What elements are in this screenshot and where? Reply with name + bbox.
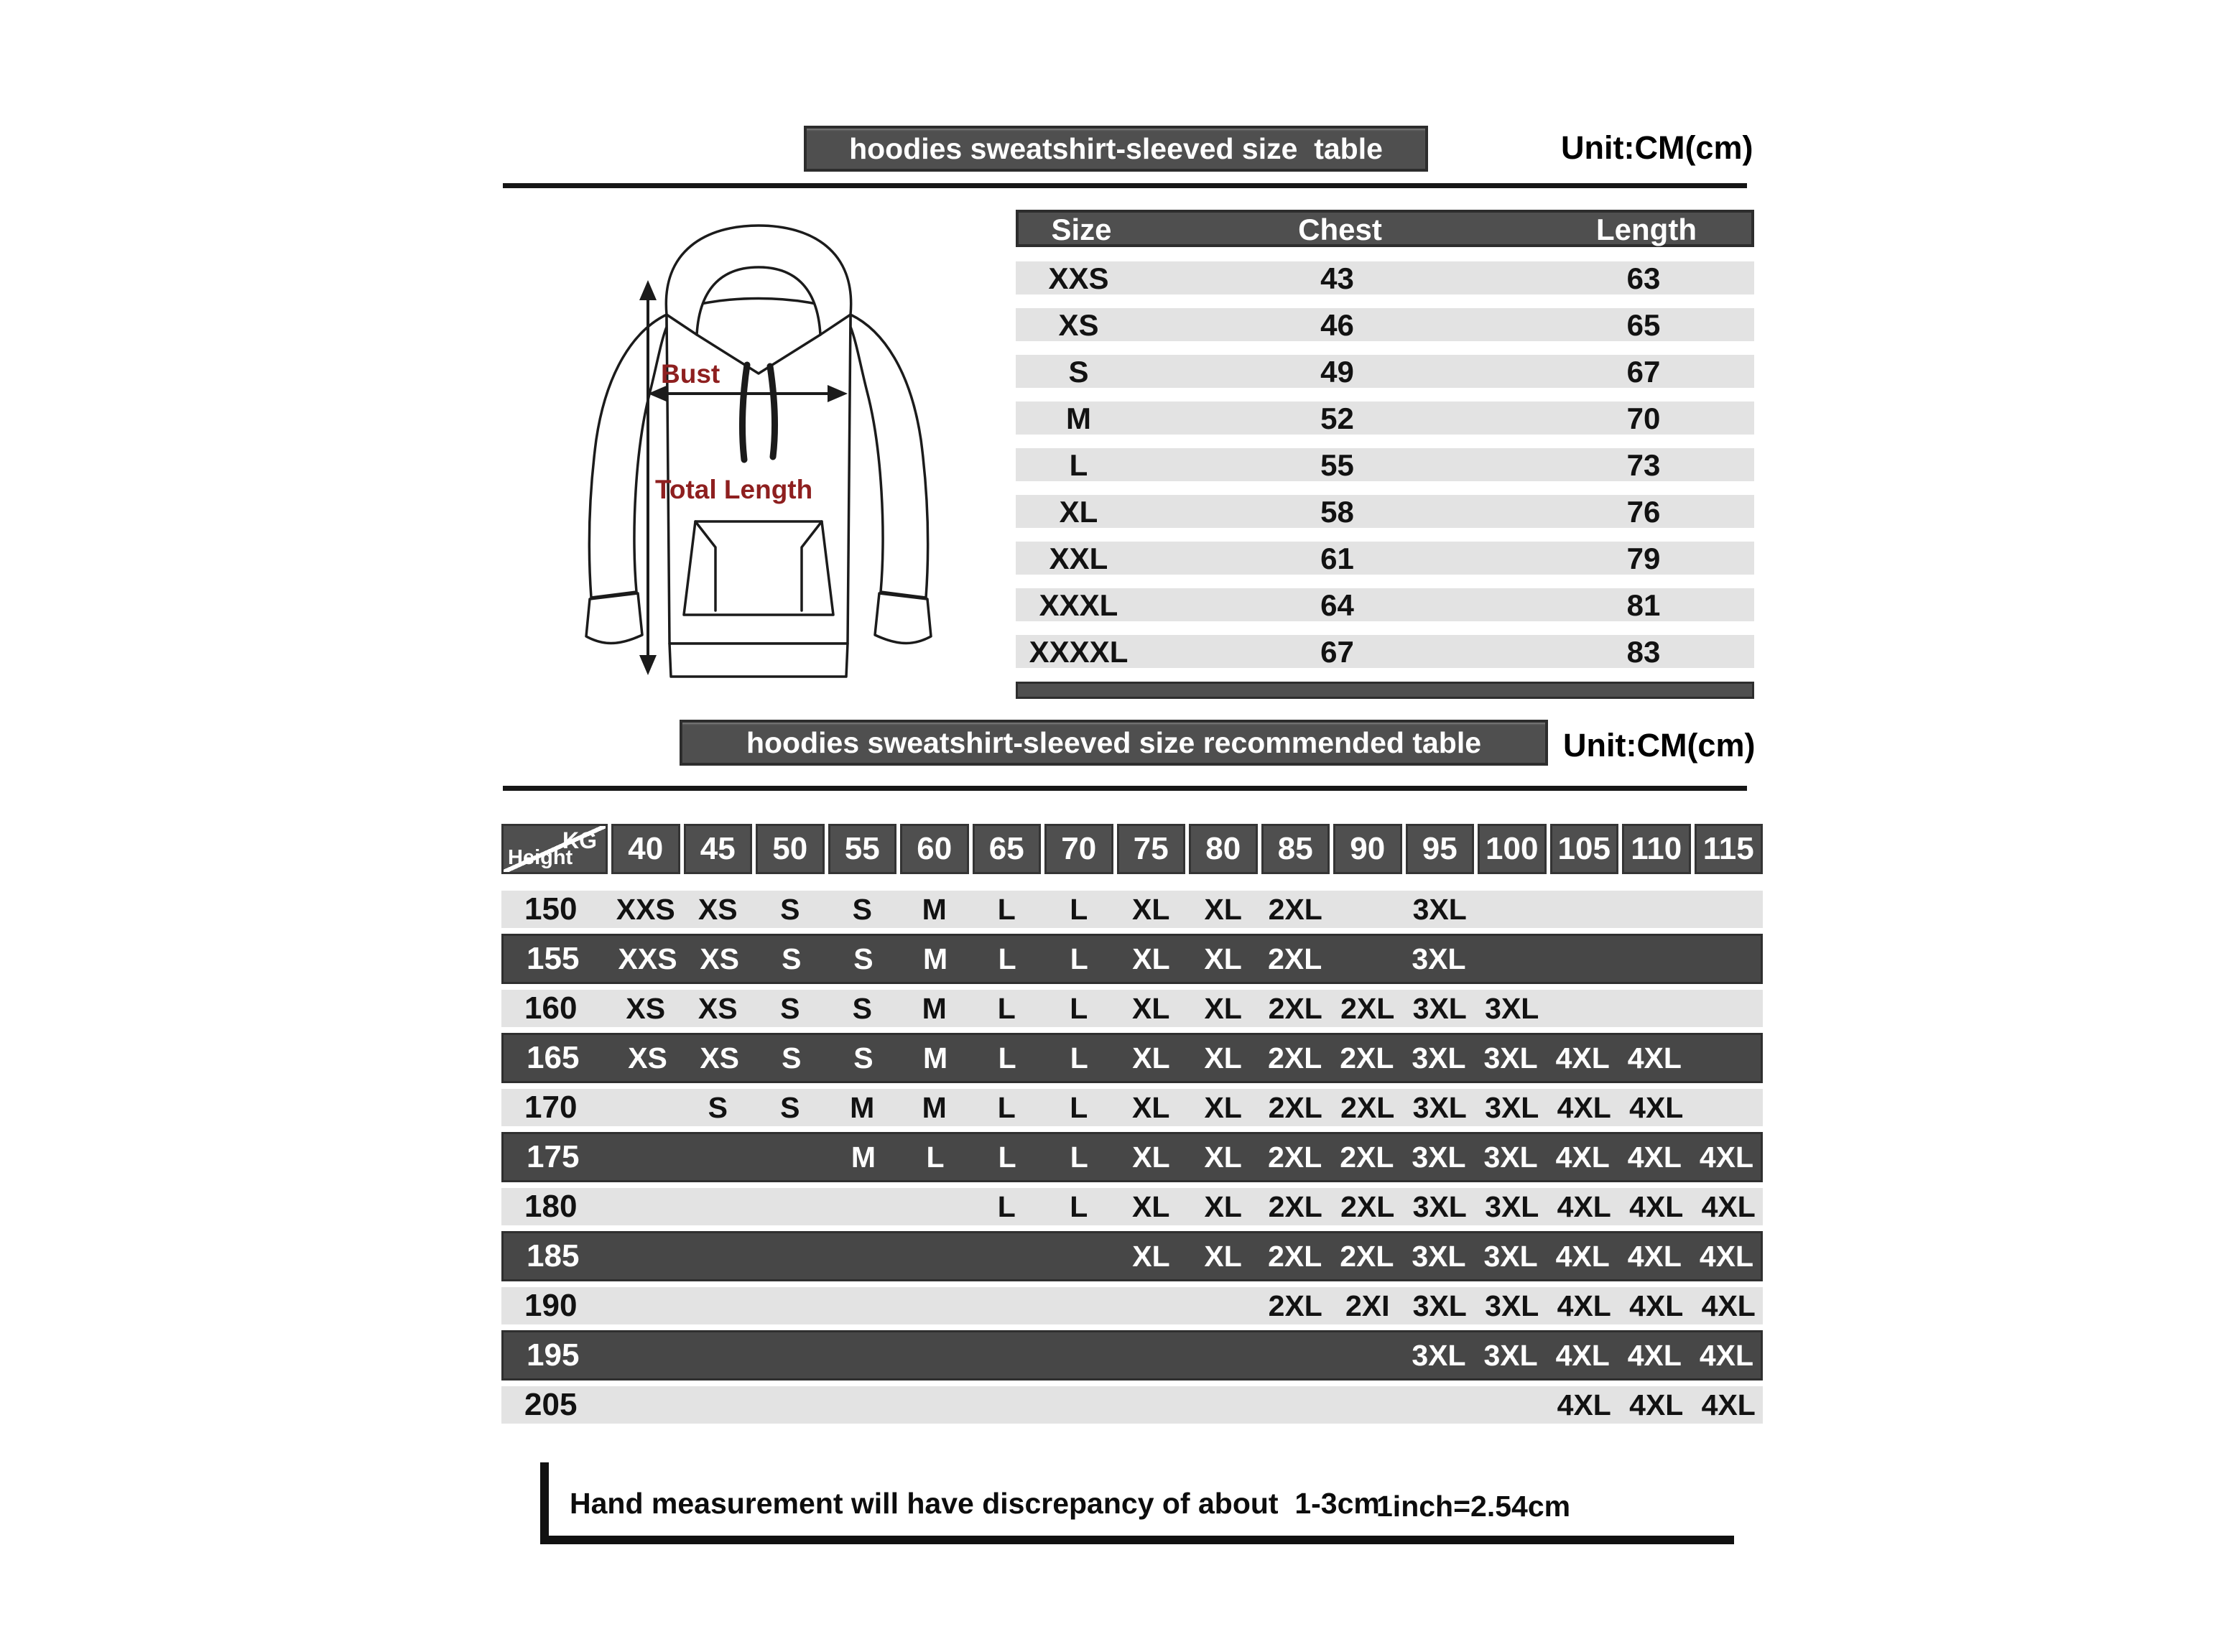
matrix-cell: L — [926, 1140, 945, 1174]
size-table-header — [1016, 210, 1754, 247]
matrix-cell: S — [853, 942, 873, 975]
size-value: L — [1069, 448, 1088, 482]
weight-header-cell: 110 — [1622, 824, 1691, 874]
matrix-cell: 2XL — [1340, 1090, 1395, 1124]
matrix-cell: 4XL — [1629, 1090, 1684, 1124]
matrix-cell: XXS — [616, 892, 675, 926]
kg-corner-label: KG — [562, 827, 597, 853]
matrix-cell: XS — [628, 1041, 667, 1075]
matrix-cell: 4XL — [1627, 1140, 1682, 1174]
size-table-row — [1016, 402, 1754, 435]
matrix-cell: 3XL — [1412, 1338, 1466, 1372]
weight-header-cell: 75 — [1117, 824, 1186, 874]
matrix-cell: S — [853, 1041, 873, 1075]
matrix-cell: L — [997, 991, 1016, 1025]
left-sleeve — [589, 315, 667, 598]
matrix-cell: L — [1070, 991, 1088, 1025]
height-corner-label: Height — [508, 846, 573, 869]
matrix-cell: XL — [1132, 942, 1170, 975]
weight-header-cell: 40 — [611, 824, 680, 874]
hoodie-measurement-diagram — [540, 208, 986, 718]
matrix-cell: XL — [1132, 1239, 1170, 1273]
length-value: 76 — [1626, 495, 1661, 529]
matrix-cell: 3XL — [1485, 991, 1539, 1025]
matrix-cell: L — [1070, 1090, 1088, 1124]
matrix-cell: 4XL — [1699, 1338, 1754, 1372]
column-header-chest: Chest — [1298, 213, 1382, 246]
height-value: 160 — [524, 990, 578, 1026]
matrix-cell: 3XL — [1412, 1041, 1466, 1075]
matrix-row — [501, 1330, 1763, 1380]
recommended-table-title-bar — [680, 720, 1548, 766]
chest-value: 52 — [1320, 402, 1354, 435]
matrix-header — [501, 824, 1763, 874]
length-value: 73 — [1626, 448, 1661, 482]
weight-header-cell: 45 — [684, 824, 753, 874]
matrix-row — [501, 1231, 1763, 1281]
matrix-cell: 2XL — [1268, 1140, 1322, 1174]
matrix-cell: 3XL — [1412, 1289, 1467, 1322]
matrix-cell: 3XL — [1412, 991, 1467, 1025]
matrix-cell: 2XL — [1268, 892, 1322, 926]
matrix-cell: XL — [1204, 1090, 1242, 1124]
chest-value: 58 — [1320, 495, 1354, 529]
size-table-row — [1016, 448, 1754, 481]
matrix-cell: 3XL — [1412, 942, 1466, 975]
matrix-cell: 4XL — [1629, 1388, 1684, 1421]
matrix-cell: S — [782, 942, 802, 975]
length-value: 83 — [1626, 635, 1661, 669]
chest-value: 61 — [1320, 542, 1354, 575]
matrix-cell: 3XL — [1485, 1090, 1539, 1124]
weight-header-cell: 115 — [1695, 824, 1764, 874]
matrix-cell: 2XL — [1268, 1289, 1322, 1322]
matrix-cell: S — [782, 1041, 802, 1075]
matrix-cell: L — [1070, 892, 1088, 926]
matrix-cell: XS — [698, 892, 738, 926]
size-table-row — [1016, 355, 1754, 388]
length-value: 79 — [1626, 542, 1661, 575]
matrix-cell: XL — [1204, 991, 1242, 1025]
matrix-cell: XL — [1204, 1041, 1242, 1075]
size-value: XXXL — [1039, 588, 1118, 622]
size-value: XL — [1059, 495, 1098, 529]
matrix-cell: 4XL — [1701, 1388, 1756, 1421]
matrix-cell: L — [1070, 1041, 1088, 1075]
weight-header-cell: 80 — [1189, 824, 1258, 874]
matrix-cell: XL — [1132, 991, 1170, 1025]
footer-conversion: 1inch=2.54cm — [1376, 1490, 1571, 1523]
chest-value: 67 — [1320, 635, 1354, 669]
size-value: XXS — [1048, 261, 1109, 295]
matrix-cell: 3XL — [1483, 1338, 1538, 1372]
height-value: 205 — [524, 1387, 578, 1422]
column-header-length: Length — [1596, 213, 1697, 246]
matrix-cell: 4XL — [1557, 1388, 1611, 1421]
matrix-cell: XL — [1204, 1239, 1242, 1273]
matrix-cell: 3XL — [1485, 1189, 1539, 1223]
length-value: 81 — [1626, 588, 1661, 622]
weight-header-cell: 65 — [973, 824, 1042, 874]
matrix-cell: 3XL — [1483, 1041, 1538, 1075]
matrix-cell: L — [1070, 942, 1088, 975]
chest-value: 43 — [1320, 261, 1354, 295]
size-table-row — [1016, 542, 1754, 575]
size-table-title: hoodies sweatshirt-sleeved size table — [849, 131, 1383, 165]
height-value: 190 — [524, 1288, 578, 1323]
size-table-row — [1016, 588, 1754, 621]
matrix-cell: M — [922, 892, 947, 926]
matrix-cell: 4XL — [1629, 1289, 1684, 1322]
matrix-cell: XS — [700, 1041, 740, 1075]
matrix-cell: 4XL — [1699, 1140, 1754, 1174]
matrix-cell: XL — [1204, 1140, 1242, 1174]
chest-value: 46 — [1320, 308, 1354, 342]
matrix-cell: 4XL — [1557, 1289, 1611, 1322]
matrix-cell: 3XL — [1412, 1140, 1466, 1174]
divider-top — [503, 183, 1747, 188]
matrix-cell: S — [852, 892, 872, 926]
left-cuff — [586, 593, 642, 644]
matrix-cell: XL — [1132, 892, 1170, 926]
footer-bracket-bar — [540, 1462, 549, 1543]
size-table-title-bar — [804, 126, 1428, 172]
matrix-cell: L — [997, 1189, 1016, 1223]
divider-bottom — [503, 786, 1747, 791]
column-header-size: Size — [1051, 213, 1112, 246]
matrix-cell: S — [852, 991, 872, 1025]
matrix-cell: 4XL — [1627, 1041, 1682, 1075]
matrix-cell: XS — [626, 991, 666, 1025]
size-table-row — [1016, 495, 1754, 528]
size-value: XS — [1058, 308, 1099, 342]
size-table-footer-bar — [1016, 682, 1754, 699]
matrix-cell: 4XL — [1701, 1289, 1756, 1322]
matrix-cell: 3XL — [1483, 1239, 1538, 1273]
size-table-row — [1016, 635, 1754, 668]
size-table-row — [1016, 261, 1754, 294]
matrix-cell: S — [708, 1090, 728, 1124]
weight-header-cell: 85 — [1261, 824, 1330, 874]
unit-label-top: Unit:CM(cm) — [1561, 129, 1753, 166]
matrix-row — [501, 990, 1763, 1027]
matrix-row — [501, 1386, 1763, 1424]
footer-note: Hand measurement will have discrepancy of about 1-3cm — [570, 1487, 1380, 1520]
matrix-cell: 2XL — [1268, 1090, 1322, 1124]
height-value: 155 — [527, 941, 580, 976]
height-value: 170 — [524, 1090, 578, 1125]
size-value: XXXXL — [1029, 635, 1129, 669]
matrix-cell: 3XL — [1485, 1289, 1539, 1322]
height-value: 195 — [527, 1337, 580, 1373]
matrix-cell: 2XL — [1340, 1239, 1394, 1273]
matrix-cell: M — [850, 1090, 875, 1124]
matrix-cell: M — [922, 991, 947, 1025]
bust-label: Bust — [661, 359, 720, 389]
length-value: 63 — [1626, 261, 1661, 295]
matrix-cell: L — [1070, 1189, 1088, 1223]
height-value: 185 — [527, 1238, 580, 1273]
arrowhead-down — [639, 655, 657, 675]
matrix-cell: 2XL — [1340, 1189, 1395, 1223]
matrix-cell: XS — [700, 942, 740, 975]
matrix-cell: M — [851, 1140, 876, 1174]
total-length-label: Total Length — [655, 475, 813, 504]
matrix-cell: 3XL — [1483, 1140, 1538, 1174]
matrix-corner-cell — [501, 824, 608, 874]
size-value: M — [1066, 402, 1091, 435]
weight-header-cell: 60 — [900, 824, 969, 874]
chest-value: 64 — [1320, 588, 1354, 622]
weight-header-cell: 105 — [1550, 824, 1619, 874]
matrix-cell: 3XL — [1412, 1090, 1467, 1124]
matrix-cell: 4XL — [1555, 1041, 1610, 1075]
matrix-cell: XL — [1132, 1189, 1170, 1223]
matrix-row — [501, 1132, 1763, 1182]
matrix-cell: L — [997, 1090, 1016, 1124]
length-value: 65 — [1626, 308, 1661, 342]
right-sleeve — [851, 315, 928, 598]
length-value: 70 — [1626, 402, 1661, 435]
matrix-cell: XL — [1132, 1090, 1170, 1124]
matrix-cell: XL — [1204, 1189, 1242, 1223]
matrix-cell: 2XL — [1340, 1041, 1394, 1075]
weight-header-cell: 50 — [756, 824, 825, 874]
matrix-cell: 2XL — [1268, 1041, 1322, 1075]
matrix-cell: 3XL — [1412, 1239, 1466, 1273]
weight-header-cell: 95 — [1406, 824, 1475, 874]
matrix-cell: XL — [1132, 1041, 1170, 1075]
matrix-cell: S — [780, 892, 800, 926]
matrix-cell: 2XI — [1345, 1289, 1390, 1322]
matrix-cell: S — [780, 1090, 800, 1124]
recommended-table-title: hoodies sweatshirt-sleeved size recommended table — [746, 725, 1482, 759]
matrix-row — [501, 1287, 1763, 1324]
chest-value: 49 — [1320, 355, 1354, 389]
height-value: 180 — [524, 1189, 578, 1224]
matrix-cell: L — [998, 1041, 1016, 1075]
matrix-cell: L — [998, 1140, 1016, 1174]
weight-header-cell: 55 — [828, 824, 897, 874]
right-cuff — [875, 593, 931, 644]
matrix-cell: M — [922, 1090, 947, 1124]
matrix-cell: 4XL — [1557, 1090, 1611, 1124]
matrix-cell: L — [997, 892, 1016, 926]
height-value: 150 — [524, 891, 578, 927]
size-value: S — [1068, 355, 1089, 389]
height-value: 175 — [527, 1139, 580, 1174]
matrix-cell: 4XL — [1627, 1338, 1682, 1372]
matrix-cell: 3XL — [1412, 892, 1467, 926]
weight-header-cell: 70 — [1044, 824, 1113, 874]
matrix-cell: XXS — [618, 942, 677, 975]
chest-value: 55 — [1320, 448, 1354, 482]
matrix-cell: 2XL — [1268, 991, 1322, 1025]
matrix-cell: XL — [1132, 1140, 1170, 1174]
arrowhead-up — [639, 280, 657, 300]
recommendation-matrix — [501, 824, 1763, 1429]
matrix-cell: L — [1070, 1140, 1088, 1174]
matrix-cell: 4XL — [1701, 1189, 1756, 1223]
unit-label-bottom: Unit:CM(cm) — [1563, 727, 1756, 764]
size-table-row — [1016, 308, 1754, 341]
size-table-rows — [1016, 261, 1754, 668]
matrix-cell: S — [780, 991, 800, 1025]
matrix-cell: 4XL — [1555, 1338, 1610, 1372]
matrix-cell: 2XL — [1268, 1239, 1322, 1273]
matrix-row — [501, 1188, 1763, 1225]
matrix-cell: 2XL — [1268, 942, 1322, 975]
size-table — [1016, 210, 1754, 699]
matrix-cell: M — [922, 942, 948, 975]
matrix-body — [501, 891, 1763, 1424]
matrix-cell: 4XL — [1555, 1140, 1610, 1174]
weight-header-cell: 100 — [1478, 824, 1547, 874]
matrix-cell: 4XL — [1555, 1239, 1610, 1273]
weight-header-cell: 90 — [1333, 824, 1402, 874]
matrix-cell: 2XL — [1268, 1189, 1322, 1223]
matrix-cell: XL — [1204, 942, 1242, 975]
hem-band — [669, 644, 848, 677]
matrix-row — [501, 891, 1763, 928]
matrix-cell: L — [998, 942, 1016, 975]
footer-underline — [540, 1536, 1734, 1544]
matrix-cell: 2XL — [1340, 991, 1395, 1025]
matrix-cell: XL — [1204, 892, 1242, 926]
matrix-cell: 4XL — [1629, 1189, 1684, 1223]
matrix-cell: 4XL — [1627, 1239, 1682, 1273]
matrix-cell: 3XL — [1412, 1189, 1467, 1223]
size-value: XXL — [1049, 542, 1108, 575]
matrix-cell: XS — [698, 991, 738, 1025]
matrix-row — [501, 1033, 1763, 1083]
matrix-cell: 2XL — [1340, 1140, 1394, 1174]
matrix-row — [501, 934, 1763, 984]
height-value: 165 — [527, 1040, 580, 1075]
matrix-cell: 4XL — [1699, 1239, 1754, 1273]
matrix-row — [501, 1089, 1763, 1126]
matrix-cell: M — [922, 1041, 948, 1075]
matrix-cell: 4XL — [1557, 1189, 1611, 1223]
length-value: 67 — [1626, 355, 1661, 389]
